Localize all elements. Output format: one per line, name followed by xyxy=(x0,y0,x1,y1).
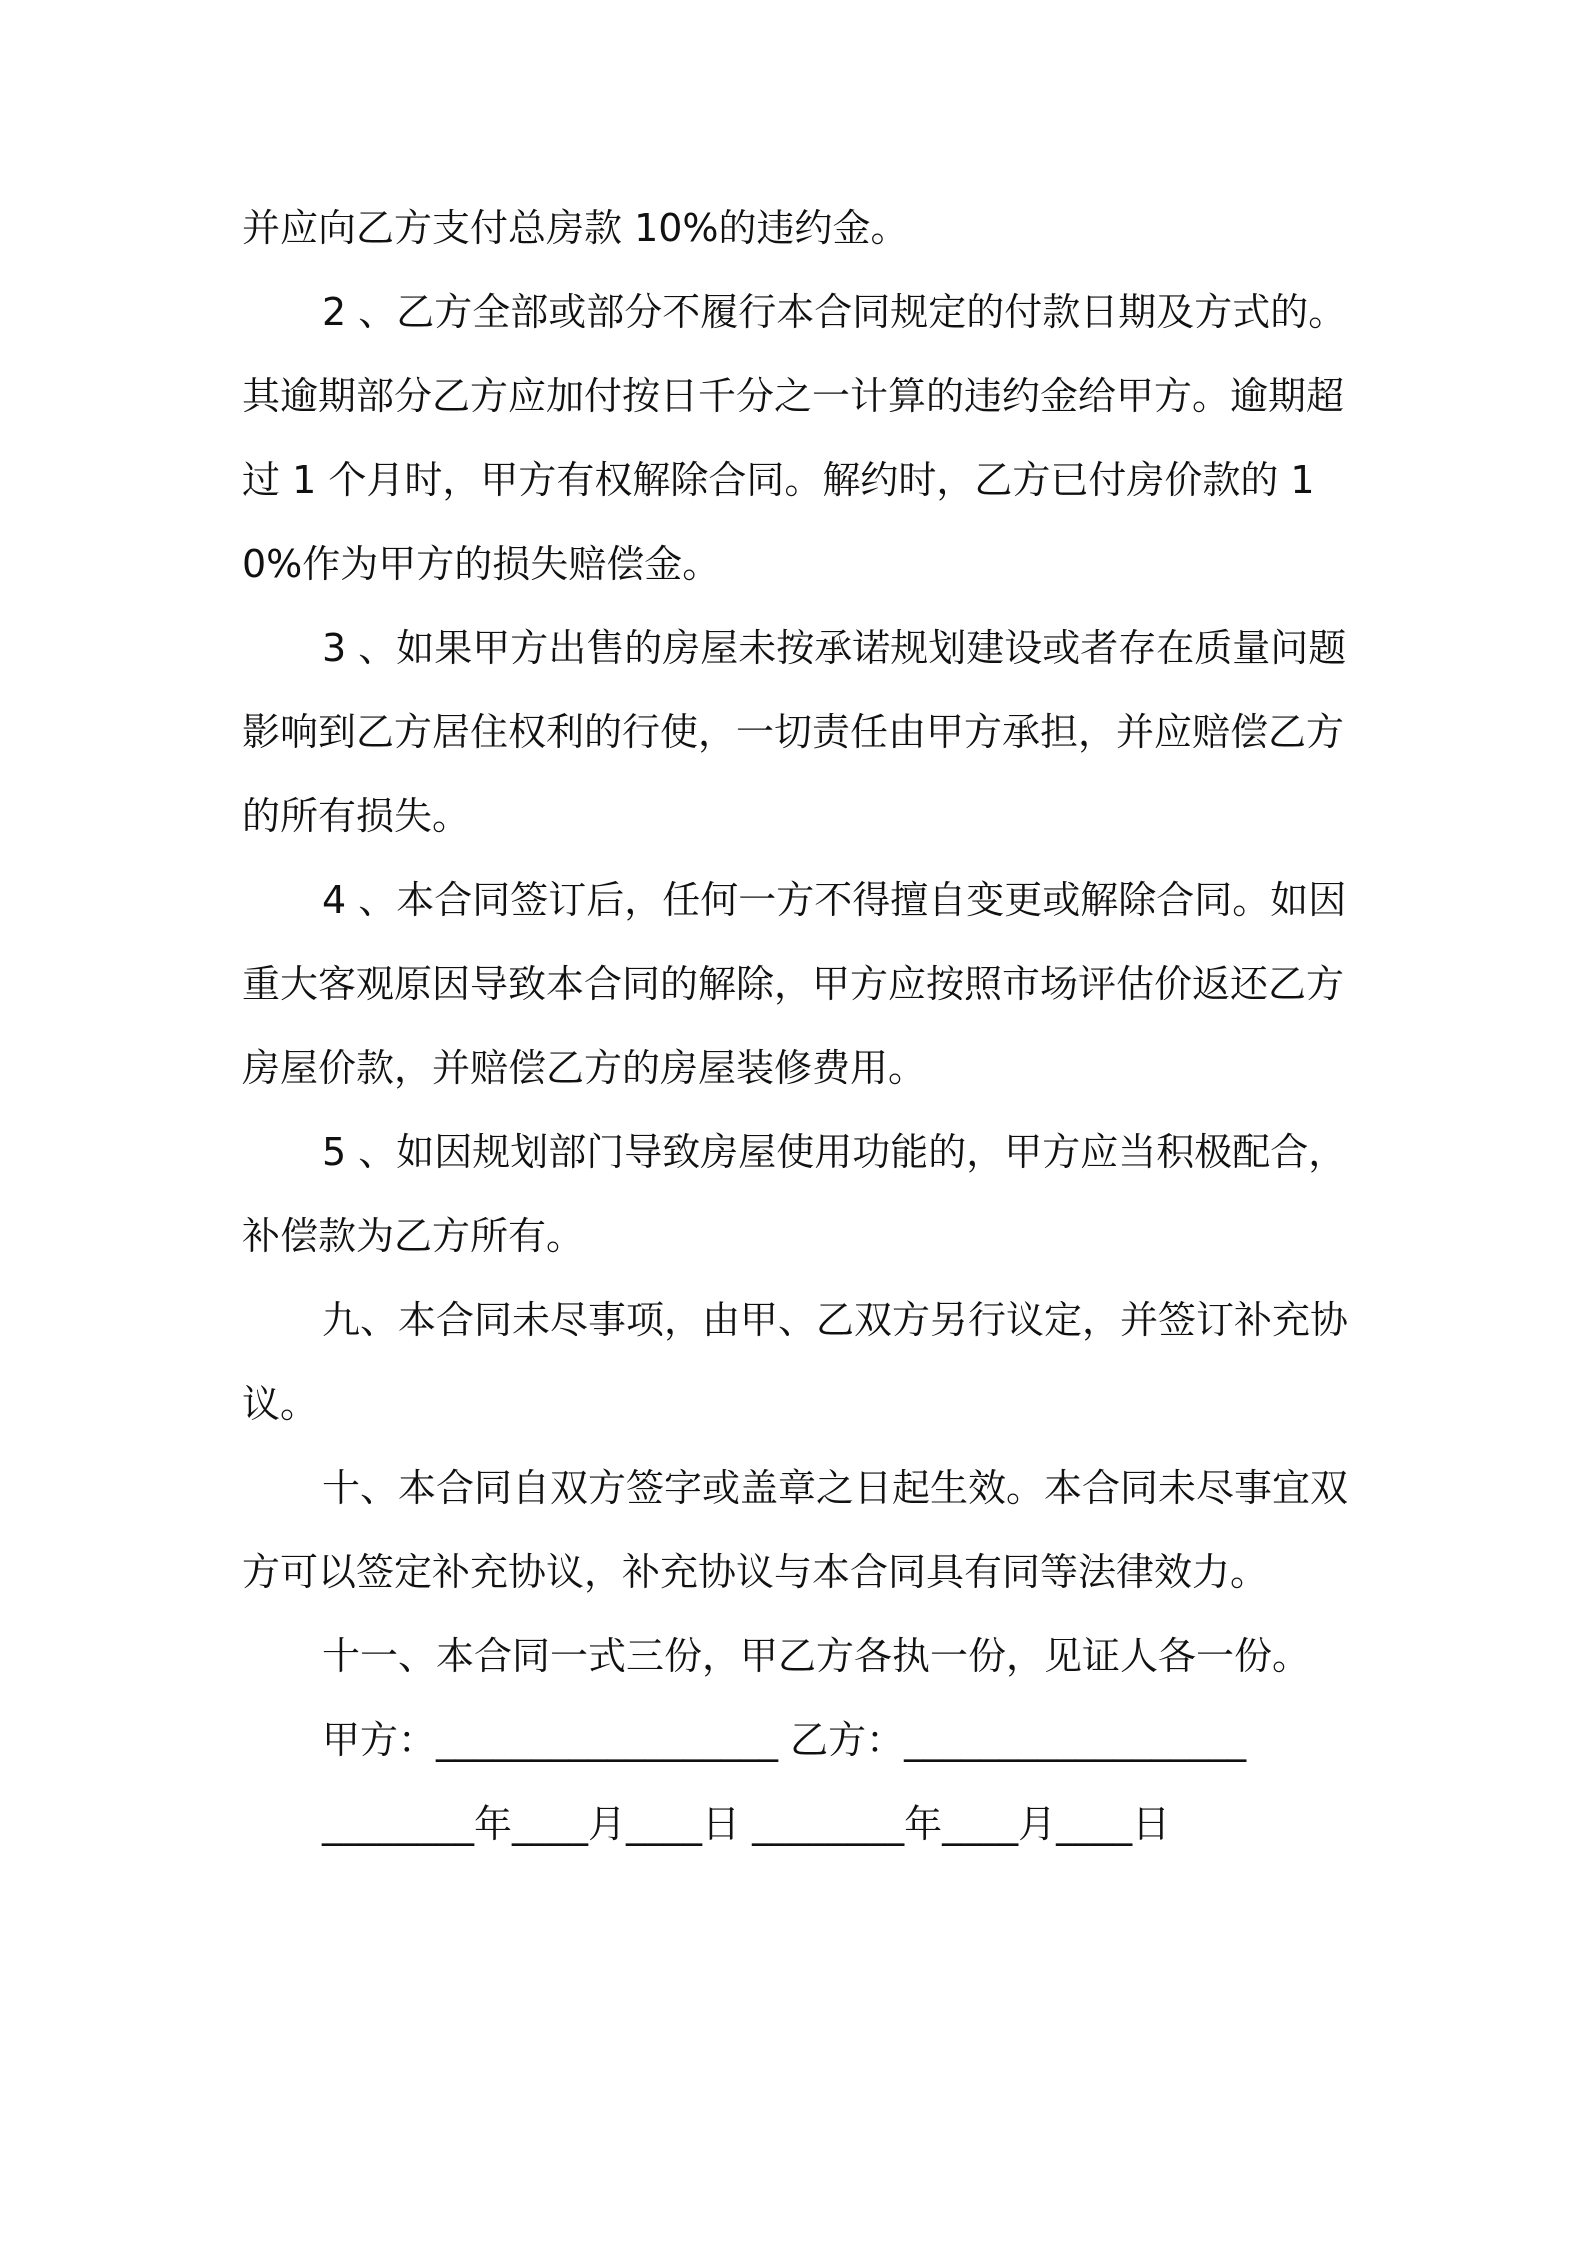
paragraph-clause-3: 3 、如果甲方出售的房屋未按承诺规划建设或者存在质量问题影响到乙方居住权利的行使，一切责任由甲方承担，并应赔偿乙方的所有损失。 xyxy=(242,626,1347,838)
signature-line: 甲方：__________________ 乙方：__________________ xyxy=(322,1718,1247,1762)
paragraph-article-11: 十一、本合同一式三份，甲乙方各执一份，见证人各一份。 xyxy=(322,1634,1311,1678)
paragraph-clause-4: 4 、本合同签订后，任何一方不得擅自变更或解除合同。如因重大客观原因导致本合同的解除，甲方应按照市场评估价返还乙方房屋价款，并赔偿乙方的房屋装修费用。 xyxy=(242,878,1347,1090)
document-body xyxy=(242,186,1370,1866)
paragraph-article-9: 九、本合同未尽事项，由甲、乙双方另行议定，并签订补充协议。 xyxy=(242,1298,1349,1426)
paragraph-article-10: 十、本合同自双方签字或盖章之日起生效。本合同未尽事宜双方可以签定补充协议，补充协议与本合同具有同等法律效力。 xyxy=(242,1466,1349,1594)
paragraph-clause-5: 5 、如因规划部门导致房屋使用功能的，甲方应当积极配合，补偿款为乙方所有。 xyxy=(242,1130,1347,1258)
paragraph-clause-2: 2 、乙方全部或部分不履行本合同规定的付款日期及方式的。其逾期部分乙方应加付按日千分之一计算的违约金给甲方。逾期超过 1 个月时，甲方有权解除合同。解约时，乙方已付房价款的 10%作为甲方的损失赔偿金。 xyxy=(242,290,1347,586)
paragraph-penalty-continuation: 并应向乙方支付总房款 10%的违约金。 xyxy=(242,206,909,250)
date-line: ________年____月____日 ________年____月____日 xyxy=(322,1802,1171,1846)
